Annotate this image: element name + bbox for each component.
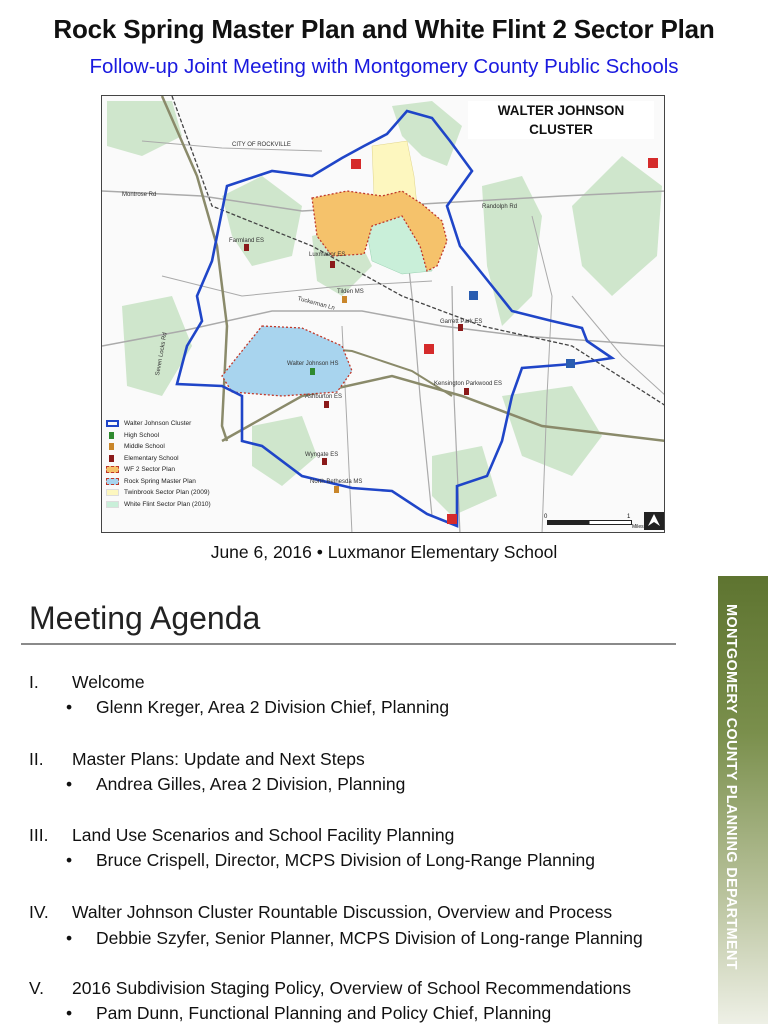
map-label-city: CITY OF ROCKVILLE (232, 142, 291, 148)
legend-item (104, 418, 254, 430)
agenda-item-presenter: Pam Dunn, Functional Planning and Policy Chief, Planning (96, 1003, 552, 1023)
middle-school-icon (342, 296, 347, 303)
map-label-school: Farmland ES (229, 238, 265, 244)
agenda-item-number: I. (29, 672, 39, 692)
meeting-date-location: June 6, 2016 • Luxmanor Elementary School (210, 542, 558, 562)
legend-label: WF 2 Sector Plan (124, 466, 175, 473)
agenda-divider (21, 643, 676, 645)
map-label-school: Garrett Park ES (440, 319, 483, 325)
map-label-school: Walter Johnson HS (287, 361, 339, 367)
middle-school-icon (109, 443, 114, 450)
elementary-school-icon (458, 324, 463, 331)
north-arrow-icon (644, 512, 664, 530)
middle-school-icon (334, 486, 339, 493)
elementary-school-icon (330, 261, 335, 268)
legend-item (104, 476, 254, 488)
agenda-item-title: Welcome (72, 672, 145, 692)
agenda-item-presenter: Debbie Szyfer, Senior Planner, MCPS Division of Long-range Planning (96, 928, 643, 948)
scale-unit: Miles (632, 524, 644, 530)
legend-label: Walter Johnson Cluster (124, 420, 192, 427)
agenda-item-number: IV. (29, 902, 49, 922)
cluster-map (101, 95, 665, 533)
legend-swatch (106, 466, 119, 473)
park-area (107, 101, 182, 156)
legend-label: Elementary School (124, 454, 179, 462)
legend-item (104, 430, 254, 442)
agenda-item-presenter: Bruce Crispell, Director, MCPS Division of Long-Range Planning (96, 850, 595, 870)
park-area (572, 156, 662, 296)
agenda-item-presenter: Andrea Gilles, Area 2 Division, Planning (96, 774, 406, 794)
map-label-school: Kensington Parkwood ES (434, 381, 503, 387)
map-label-school: Ashburton ES (305, 394, 343, 400)
elementary-school-icon (244, 244, 249, 251)
map-label-road: Seven Locks Rd (155, 331, 169, 377)
agenda-item-title: Land Use Scenarios and School Facility Planning (72, 825, 455, 845)
agenda-title: Meeting Agenda (29, 600, 261, 636)
agenda-item-number: V. (29, 978, 44, 998)
agenda-item-number: III. (29, 825, 49, 845)
bullet: • (66, 774, 73, 794)
metro-icon (351, 159, 361, 169)
scale-bar (547, 520, 632, 525)
scale-label-one: 1 (627, 514, 631, 520)
map-legend (104, 418, 254, 510)
legend-label: White Flint Sector Plan (2010) (124, 500, 211, 508)
marc-icon (566, 359, 575, 368)
cluster-title (468, 101, 654, 139)
bullet: • (66, 928, 73, 948)
agenda-item-presenter: Glenn Kreger, Area 2 Division Chief, Planning (96, 697, 450, 717)
department-name: MONTGOMERY COUNTY PLANNING DEPARTMENT (723, 604, 739, 970)
elementary-school-icon (109, 455, 114, 462)
agenda-item-number: II. (29, 749, 44, 769)
scale-label-zero: 0 (544, 514, 548, 520)
map-label-school: Wyngate ES (305, 452, 339, 458)
legend-swatch (106, 420, 119, 427)
page-subtitle: Follow-up Joint Meeting with Montgomery County Public Schools (89, 55, 679, 78)
metro-icon (447, 514, 457, 524)
elementary-school-icon (324, 401, 329, 408)
legend-swatch (106, 478, 119, 485)
sidebar-band (718, 576, 768, 1024)
park-area (432, 446, 497, 516)
park-area (122, 296, 192, 396)
legend-swatch (106, 501, 119, 508)
map-label-road: Randolph Rd (482, 204, 518, 210)
legend-swatch (106, 489, 119, 496)
bullet: • (66, 697, 73, 717)
high-school-icon (109, 432, 114, 439)
map-label-road: Tuckerman Ln (296, 296, 336, 312)
map-label-school: Luxmanor ES (309, 252, 346, 258)
agenda-item-title: Master Plans: Update and Next Steps (72, 749, 365, 769)
bullet: • (66, 850, 73, 870)
page-title: Rock Spring Master Plan and White Flint 2 Sector Plan (53, 14, 715, 44)
metro-icon (648, 158, 658, 168)
legend-label: Middle School (124, 443, 165, 450)
road (572, 296, 665, 396)
map-label-road: Montrose Rd (122, 192, 157, 198)
legend-label: High School (124, 431, 160, 439)
metro-icon (424, 344, 434, 354)
legend-label: Twinbrook Sector Plan (2009) (124, 489, 210, 496)
legend-label: Rock Spring Master Plan (124, 477, 196, 485)
legend-item (104, 453, 254, 465)
elementary-school-icon (464, 388, 469, 395)
map-label-school: North Bethesda MS (310, 479, 363, 485)
legend-item (104, 487, 254, 499)
bullet: • (66, 1003, 73, 1023)
agenda-item-title: 2016 Subdivision Staging Policy, Overview of School Recommendations (72, 978, 632, 998)
legend-item (104, 499, 254, 511)
park-area (252, 416, 317, 486)
cluster-title-line2: CLUSTER (529, 122, 593, 137)
cluster-title-line1: WALTER JOHNSON (497, 103, 625, 118)
agenda-item-title: Walter Johnson Cluster Rountable Discussion, Overview and Process (72, 902, 613, 922)
high-school-icon (310, 368, 315, 375)
map-label-school: Tilden MS (337, 289, 364, 295)
legend-item (104, 464, 254, 476)
park-area (222, 176, 302, 266)
marc-icon (469, 291, 478, 300)
elementary-school-icon (322, 458, 327, 465)
legend-item (104, 441, 254, 453)
